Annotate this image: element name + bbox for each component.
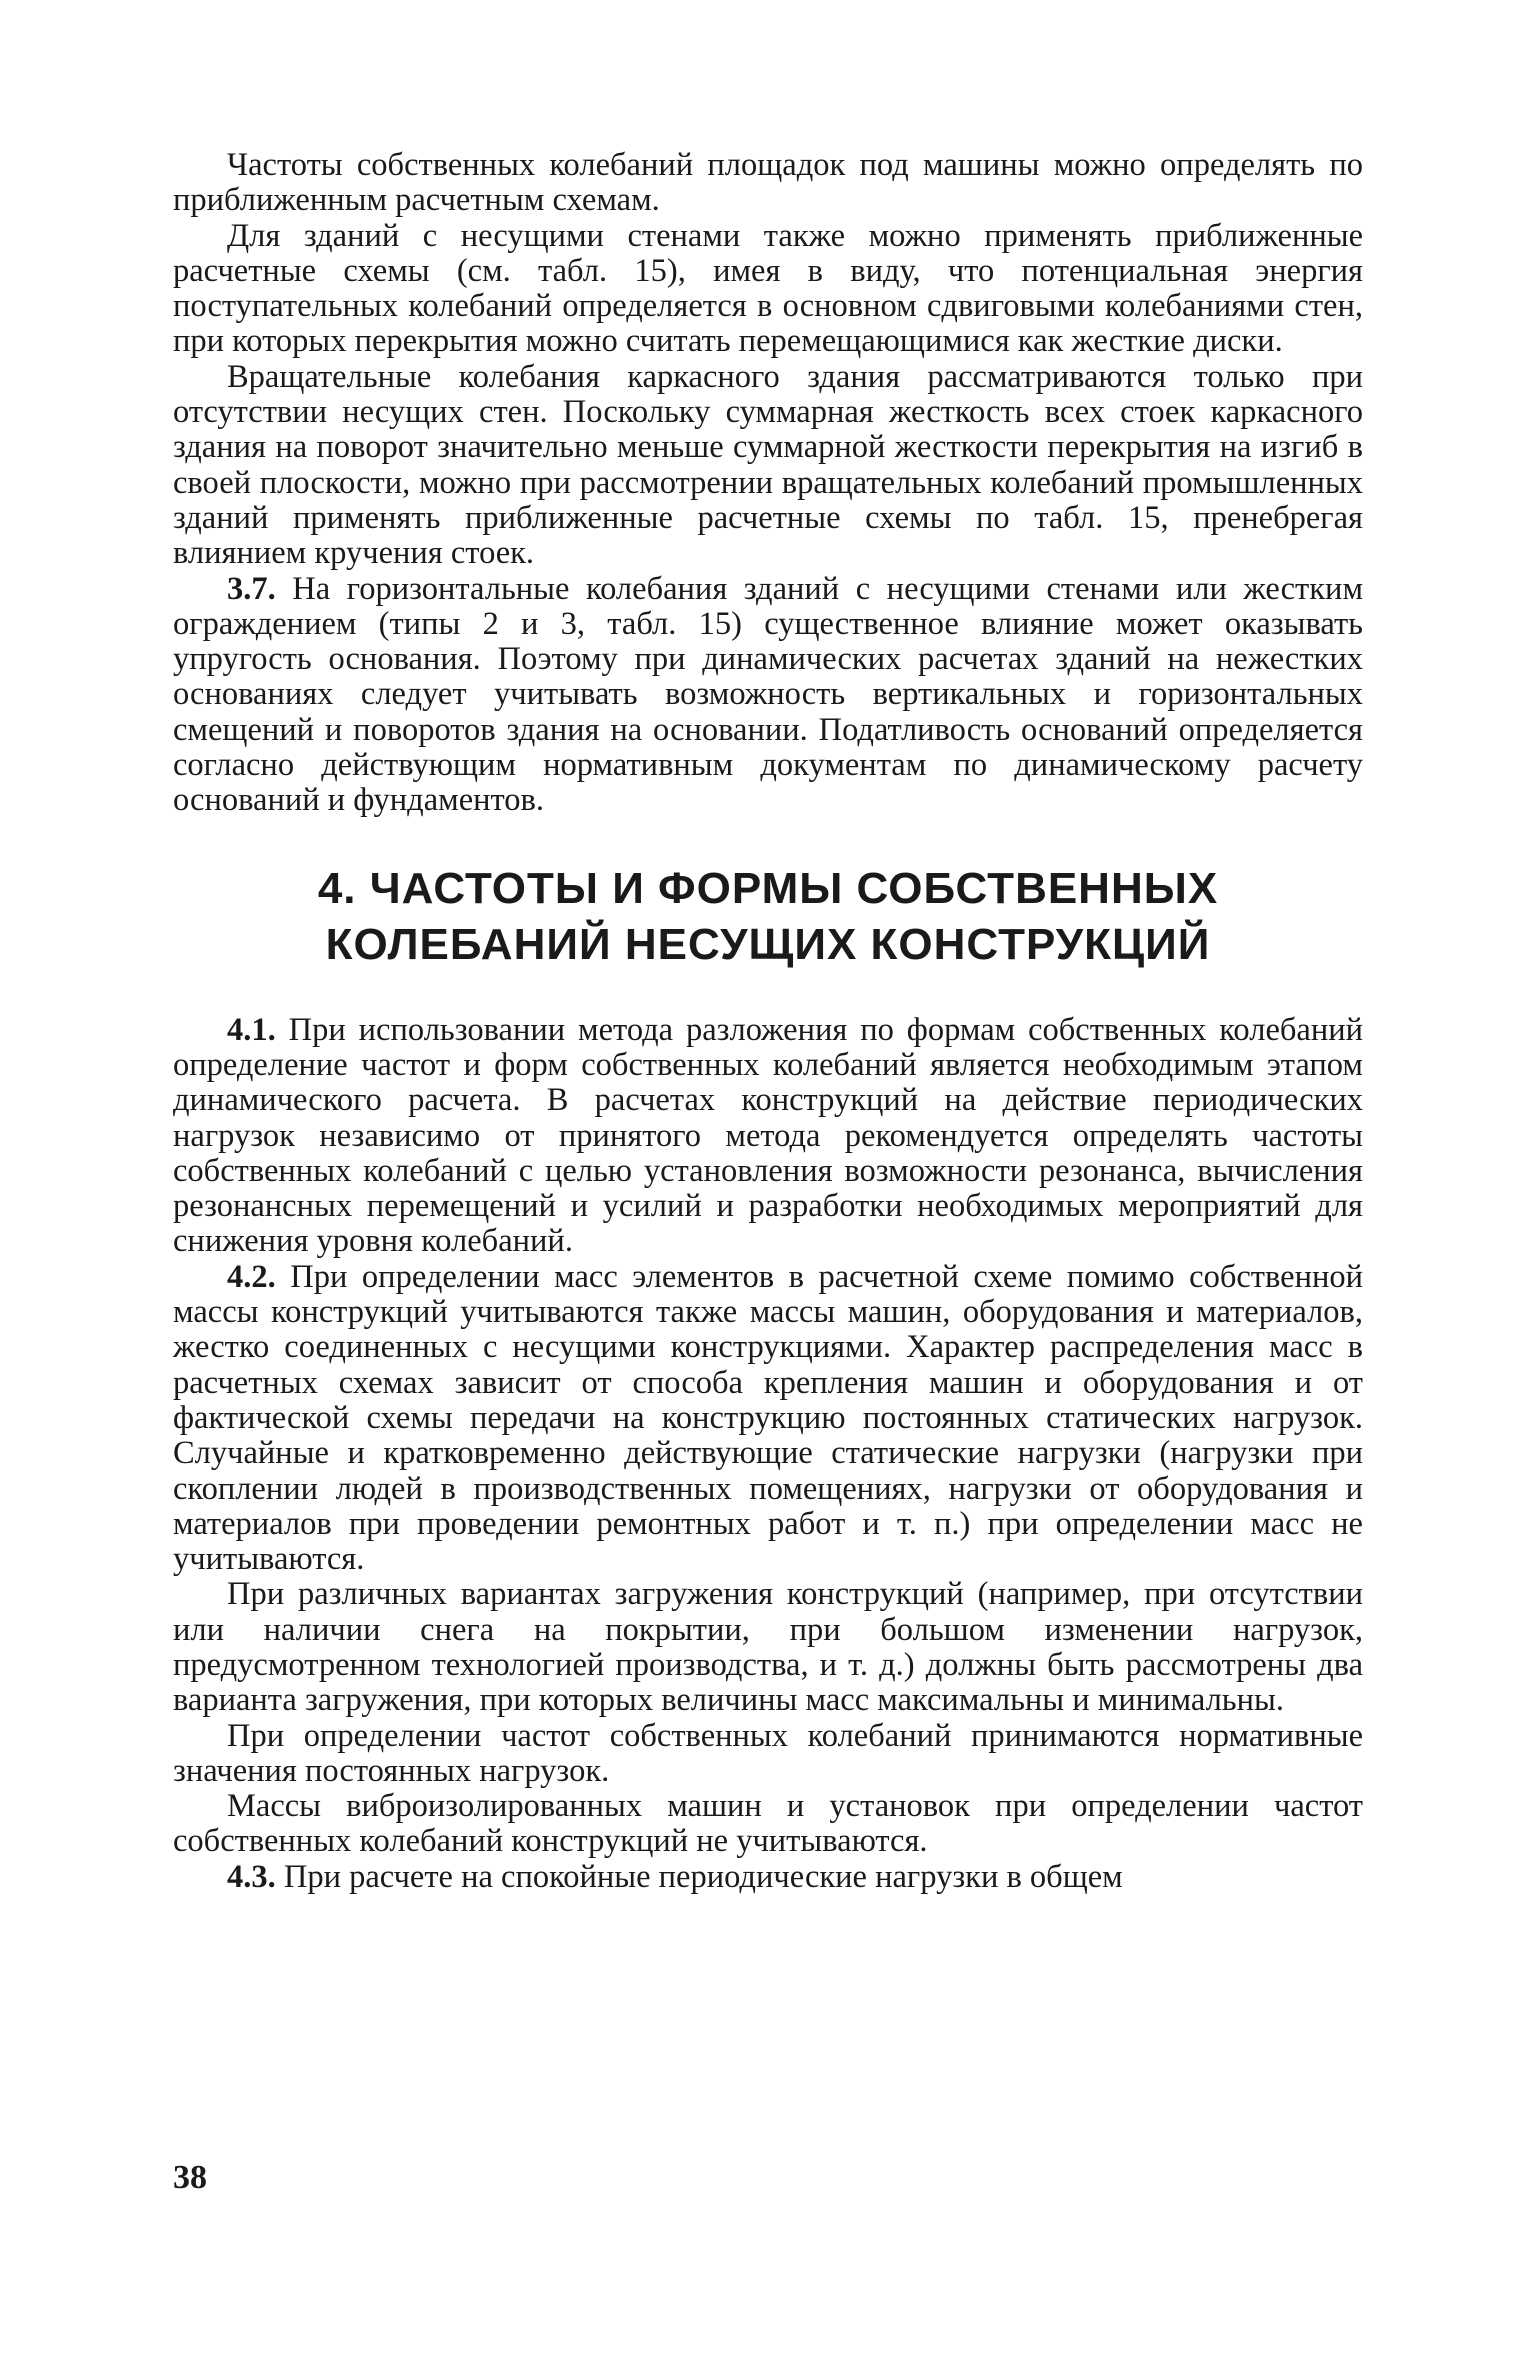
section-4 bbox=[173, 1013, 1363, 1895]
paragraph-text: Вращательные колебания каркасного здания рассматриваются только при отсутствии несущих стен. Поскольку суммарная жесткость всех стоек каркасного здания на поворот значительно меньше суммарной жесткости перекрытия на изгиб в своей плоскости, можно при рассмотрении вращательных колебаний промышленных зданий применять приближенные расчетные схемы по табл. 15, пренебрегая влиянием кручения стоек. bbox=[173, 358, 1363, 572]
paragraph-text: Для зданий с несущими стенами также можно применять приближенные расчетные схемы (см. табл. 15), имея в виду, что потенциальная энергия поступательных колебаний определяется в основном сдвиговыми колебаниями стен, при которых перекрытия можно считать перемещающимися как жесткие диски. bbox=[173, 217, 1363, 360]
paragraph bbox=[173, 1860, 1363, 1895]
paragraph bbox=[173, 1577, 1363, 1718]
paragraph-text: При различных вариантах загружения конструкций (например, при отсутствии или наличии снега на покрытии, при большом изменении нагрузок, предусмотренном технологией производства, и т. д.) должны быть рассмотрены два варианта загружения, при которых величины масс максимальны и минимальны. bbox=[173, 1576, 1363, 1719]
clause-number: 4.2. bbox=[227, 1258, 276, 1295]
paragraph-text: При использовании метода разложения по формам собственных колебаний определение частот и форм собственных колебаний является необходимым этапом динамического расчета. В расчетах конструкций на действие периодических нагрузок независимо от принятого метода рекомендуется определять частоты собственных колебаний с целью установления возможности резонанса, вычисления резонансных перемещений и усилий и разработки необходимых мероприятий для снижения уровня колебаний. bbox=[173, 1011, 1364, 1260]
paragraph bbox=[173, 219, 1363, 360]
paragraph-text: На горизонтальные колебания зданий с несущими стенами или жестким ограждением (типы 2 и 3, табл. 15) существенное влияние может оказывать упругость основания. Поэтому при динамических расчетах зданий на нежестких основаниях следует учитывать возможность вертикальных и горизонтальных смещений и поворотов здания на основании. Податливость оснований определяется согласно действующим нормативным документам по динамическому расчету оснований и фундаментов. bbox=[173, 570, 1364, 819]
clause-number: 3.7. bbox=[227, 570, 276, 607]
section-heading bbox=[173, 819, 1363, 1013]
paragraph bbox=[173, 1260, 1363, 1578]
section-heading-line: КОЛЕБАНИЙ НЕСУЩИХ КОНСТРУКЦИЙ bbox=[325, 919, 1211, 969]
paragraph bbox=[173, 360, 1363, 572]
clause-number: 4.1. bbox=[227, 1011, 276, 1048]
paragraph bbox=[173, 1013, 1363, 1260]
section-heading-line: 4. ЧАСТОТЫ И ФОРМЫ СОБСТВЕННЫХ bbox=[317, 863, 1219, 913]
paragraph-text: Частоты собственных колебаний площадок под машины можно определять по приближенным расчетным схемам. bbox=[173, 147, 1363, 219]
paragraph bbox=[173, 572, 1363, 819]
paragraph-text: Массы виброизолированных машин и установок при определении частот собственных колебаний конструкций не учитываются. bbox=[173, 1788, 1363, 1860]
paragraph bbox=[173, 1789, 1363, 1860]
paragraph bbox=[173, 1719, 1363, 1790]
paragraph-text: При расчете на спокойные периодические нагрузки в общем bbox=[283, 1858, 1123, 1895]
paragraph-text: При определении масс элементов в расчетной схеме помимо собственной массы конструкций учитываются также массы машин, оборудования и материалов, жестко соединенных с несущими конструкциями. Характер распределения масс в расчетных схемах зависит от способа крепления машин и оборудования и от фактической схемы передачи на конструкцию постоянных статических нагрузок. Случайные и кратковременно действующие статические нагрузки (нагрузки при скоплении людей в производственных помещениях, нагрузки от оборудования и материалов при проведении ремонтных работ и т. п.) при определении масс не учитываются. bbox=[173, 1258, 1363, 1578]
section-3-continued bbox=[173, 148, 1363, 819]
paragraph bbox=[173, 148, 1363, 219]
page-number: 38 bbox=[173, 2159, 207, 2196]
paragraph-text: При определении частот собственных колебаний принимаются нормативные значения постоянных нагрузок. bbox=[173, 1717, 1363, 1789]
page-body bbox=[173, 148, 1363, 1895]
clause-number: 4.3. bbox=[227, 1858, 276, 1895]
